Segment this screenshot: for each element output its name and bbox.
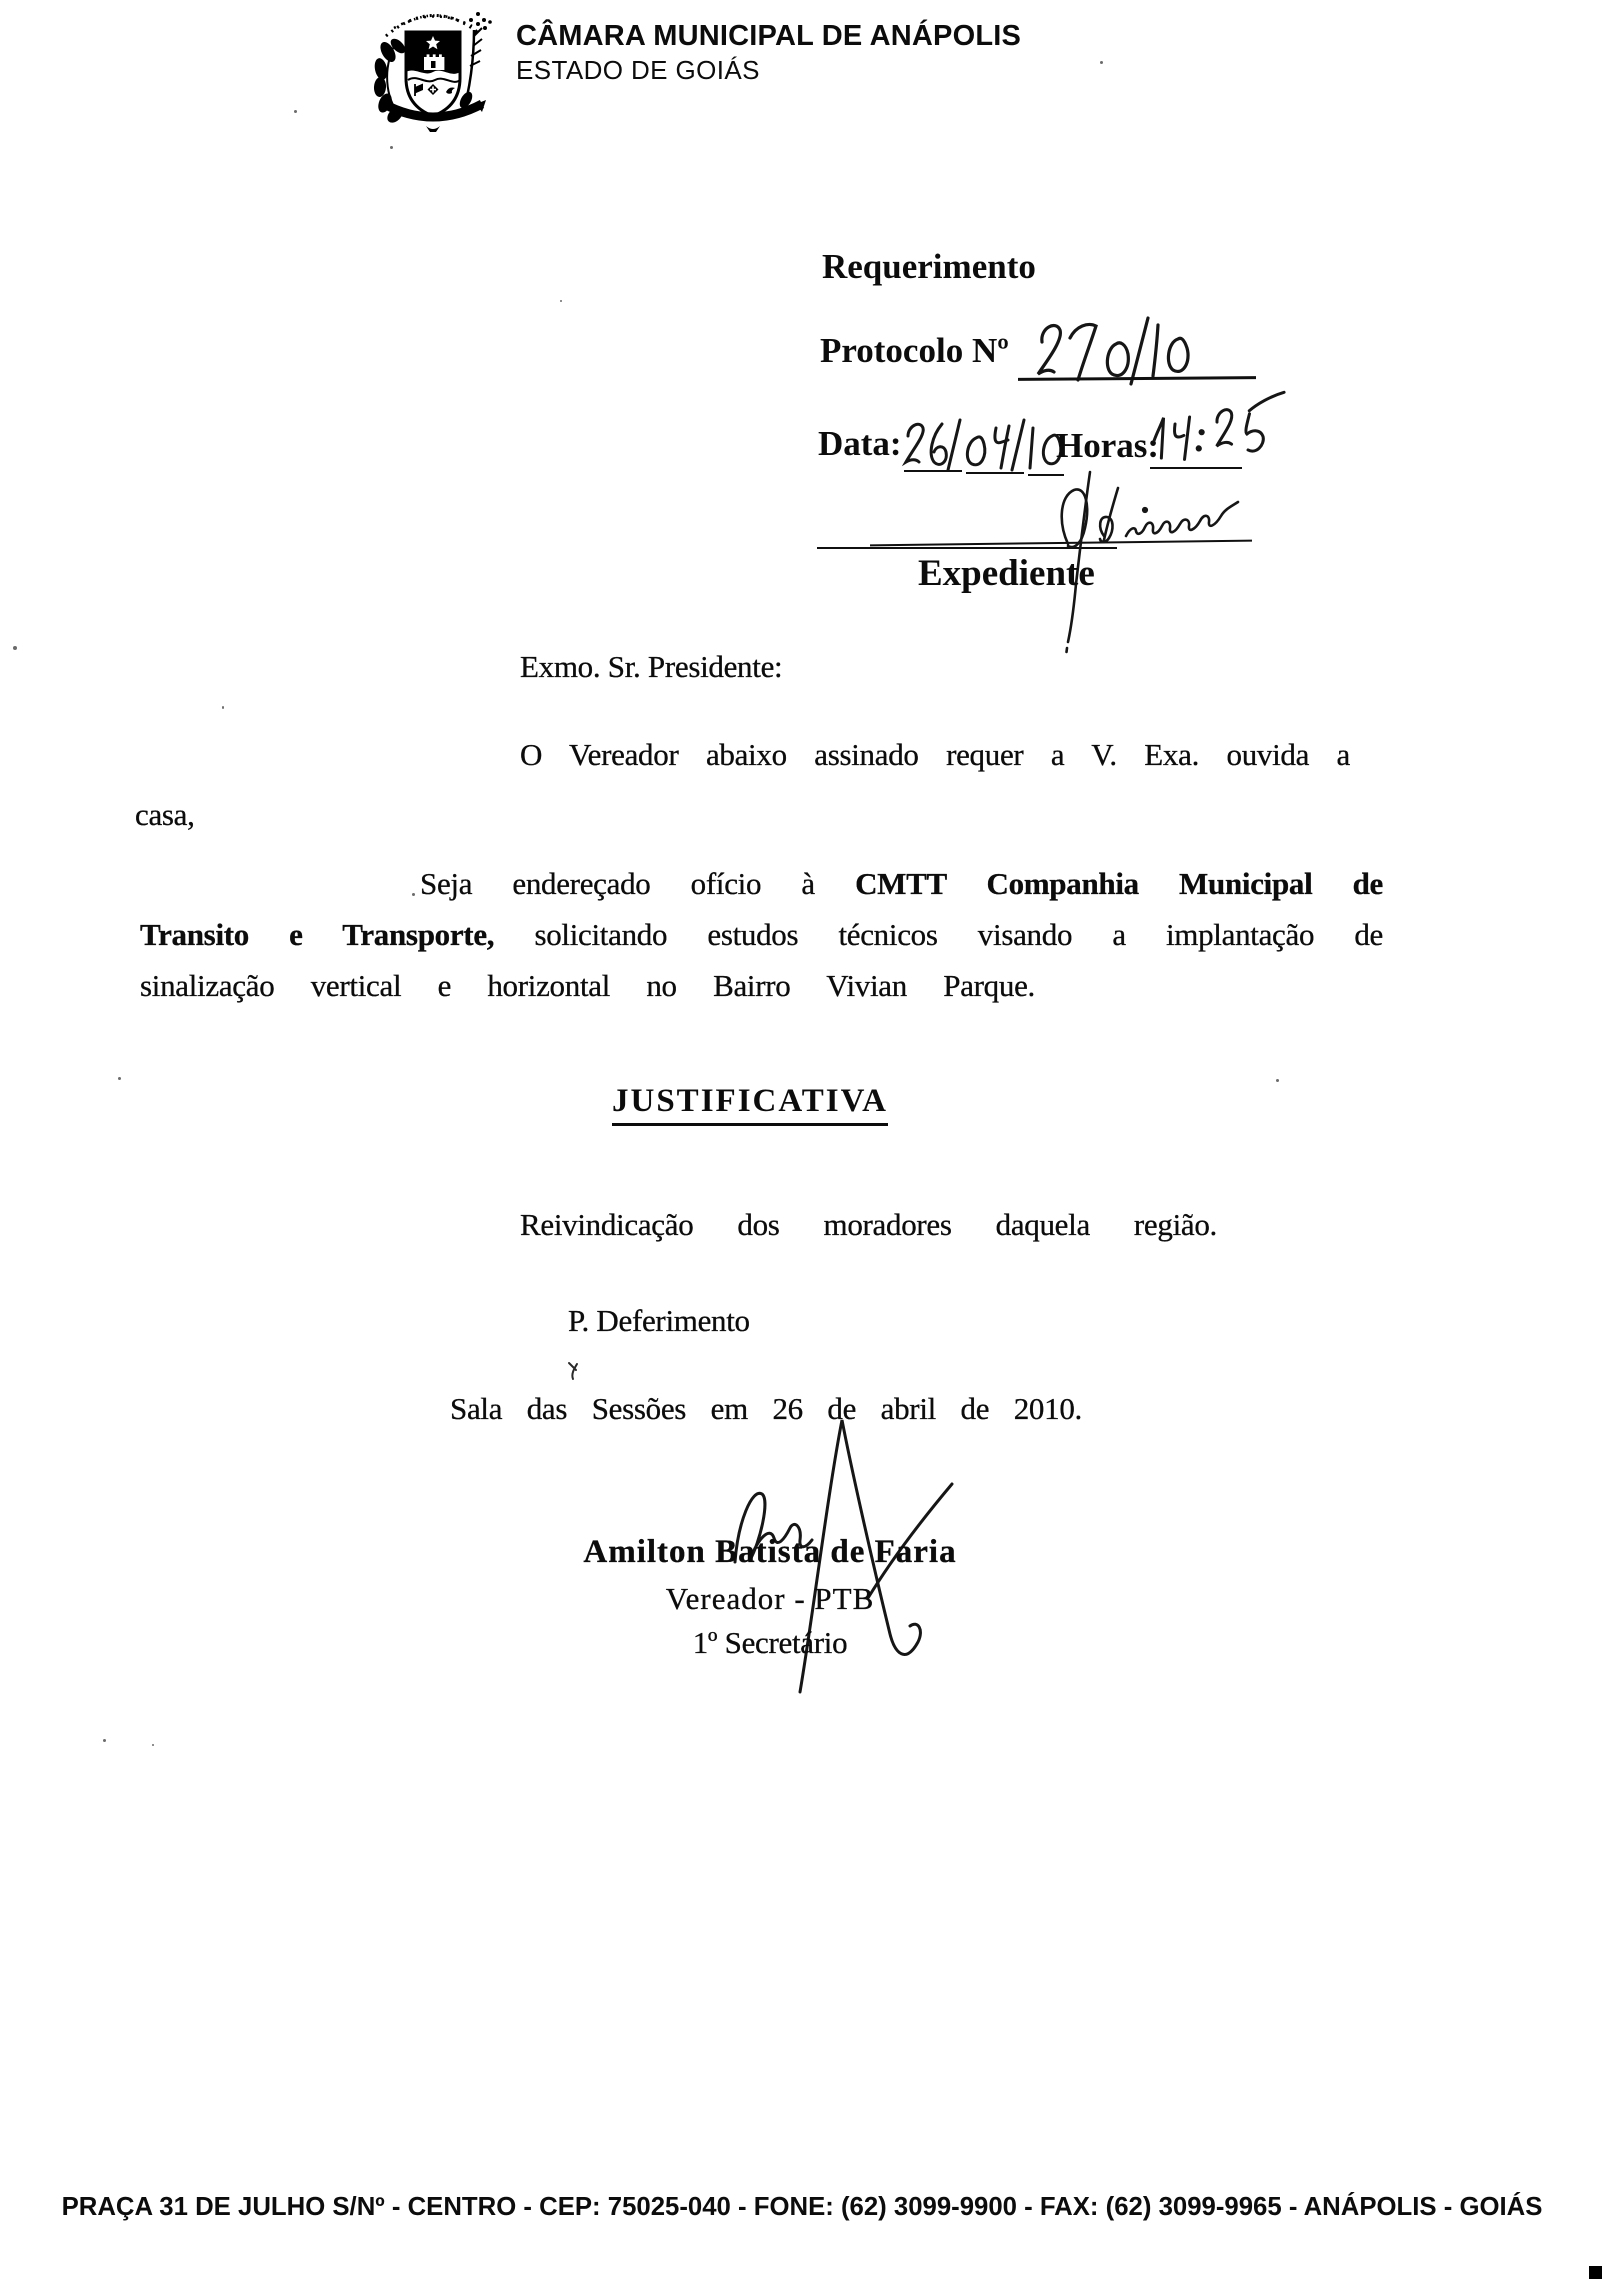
justification-heading: JUSTIFICATIVA: [612, 1083, 888, 1126]
date-label: Data:: [818, 424, 902, 463]
scan-corner-mark: [1589, 2266, 1602, 2279]
signatory-position: 1º Secretário: [692, 1625, 848, 1660]
scan-speck: [1100, 61, 1103, 64]
section-heading: Expediente: [918, 553, 1095, 594]
date-underline-2: [966, 472, 1024, 474]
pen-mark: [566, 1360, 586, 1384]
scan-speck: [118, 1077, 121, 1080]
justification-body: Reivindicação dos moradores daquela região.: [520, 1207, 1217, 1242]
place-date-line: Sala das Sessões em 26 de abril de 2010.: [450, 1391, 1082, 1426]
scan-speck: [390, 146, 393, 149]
scan-speck: [560, 300, 562, 302]
request-intro-line1: O Vereador abaixo assinado requer a V. Exa. ouvida a: [520, 737, 1350, 772]
wheat-stalk: [457, 12, 492, 116]
request-line2-regular: solicitando estudos técnicos visando a implantação de: [534, 917, 1384, 952]
request-line2-bold: Transito e Transporte,: [140, 917, 495, 952]
protocol-label: Protocolo Nº: [820, 331, 1009, 370]
time-label: Horas:: [1056, 426, 1160, 465]
request-line1: [420, 866, 1383, 902]
doc-title: Requerimento: [822, 247, 1036, 286]
request-intro-line2: casa,: [135, 797, 195, 832]
request-line3: sinalização vertical e horizontal no Bairro Vivian Parque.: [140, 968, 1035, 1003]
scan-speck: [152, 1744, 154, 1746]
signatory-role: Vereador - PTB: [665, 1581, 875, 1616]
scan-speck: [13, 646, 17, 650]
request-line1-regular: Seja endereçado ofício à: [420, 866, 815, 901]
org-state: ESTADO DE GOIÁS: [516, 55, 760, 85]
request-line2: [140, 917, 1383, 953]
scan-speck: [103, 1739, 106, 1742]
date-underline-1: [904, 470, 962, 472]
org-name: CÂMARA MUNICIPAL DE ANÁPOLIS: [516, 20, 1022, 52]
request-line1-bold: CMTT Companhia Municipal de: [855, 866, 1384, 901]
footer-address: PRAÇA 31 DE JULHO S/Nº - CENTRO - CEP: 75025-040 - FONE: (62) 3099-9900 - FAX: (62) 3099-9965 - ANÁPOLIS - GOIÁS: [61, 2191, 1543, 2221]
shield: [406, 32, 460, 116]
closing-line: P. Deferimento: [568, 1303, 750, 1338]
scan-speck: [222, 706, 224, 709]
signatory-name: Amilton Batista de Faria: [583, 1534, 957, 1570]
scan-speck: [1276, 1079, 1279, 1082]
scan-speck: [412, 893, 415, 896]
scan-speck: [294, 110, 297, 113]
coat-of-arms-icon: [358, 2, 508, 134]
salutation: Exmo. Sr. Presidente:: [520, 649, 783, 684]
